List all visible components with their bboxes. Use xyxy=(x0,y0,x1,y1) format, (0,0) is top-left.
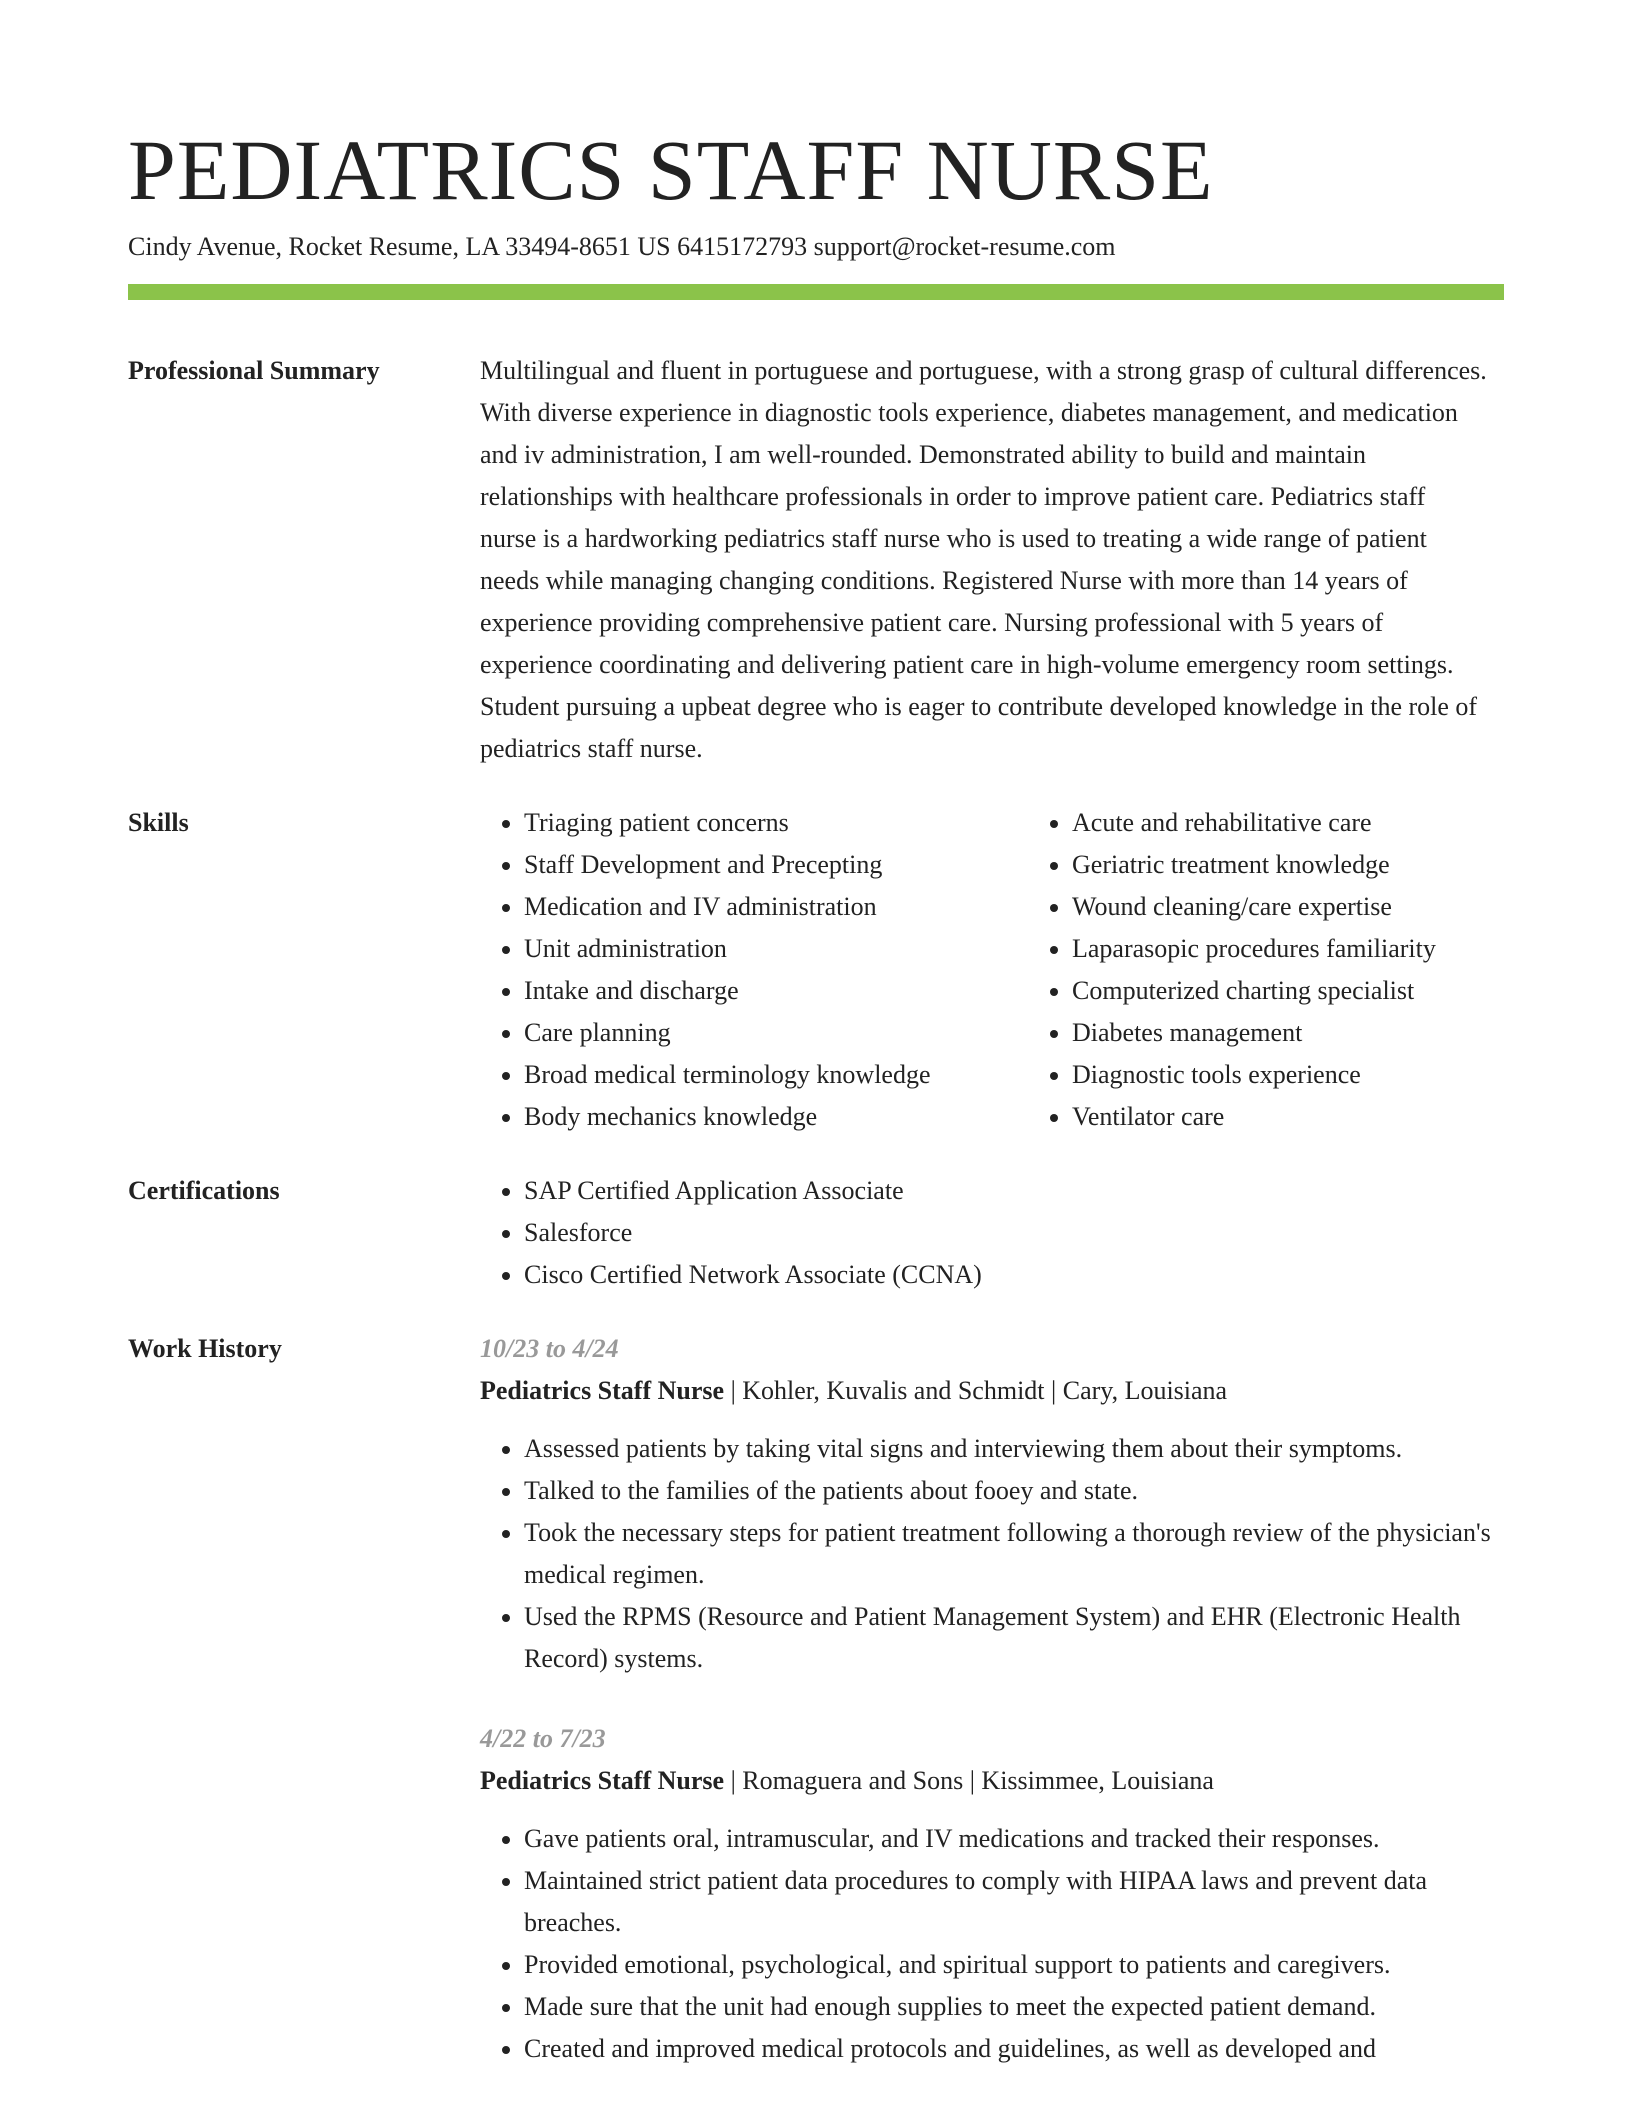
job-bullet: • Provided emotional, psychological, and spiritual support to patients and caregivers. xyxy=(524,1944,1504,1986)
job-entry xyxy=(480,1328,1504,1680)
skill-item: • Broad medical terminology knowledge xyxy=(524,1054,1028,1096)
job-bullet: • Used the RPMS (Resource and Patient Management System) and EHR (Electronic Health Record) systems. xyxy=(524,1596,1504,1680)
skill-item: • Diagnostic tools experience xyxy=(1072,1054,1436,1096)
skill-item: • Diabetes management xyxy=(1072,1012,1436,1054)
skill-item: • Geriatric treatment knowledge xyxy=(1072,844,1436,886)
skill-item: • Triaging patient concerns xyxy=(524,802,1028,844)
certifications-list xyxy=(480,1170,1504,1296)
skill-item: • Laparasopic procedures familiarity xyxy=(1072,928,1436,970)
job-bullet: • Took the necessary steps for patient treatment following a thorough review of the physician's medical regimen. xyxy=(524,1512,1504,1596)
skill-item: • Acute and rehabilitative care xyxy=(1072,802,1436,844)
section-work-history xyxy=(128,1296,1504,2070)
contact-email: support@rocket-resume.com xyxy=(813,232,1116,261)
job-dates: 4/22 to 7/23 xyxy=(480,1724,606,1753)
certification-item: • Cisco Certified Network Associate (CCNA) xyxy=(524,1254,1504,1296)
skills-list-right xyxy=(1028,802,1436,1138)
section-professional-summary xyxy=(128,300,1504,770)
skill-item: • Intake and discharge xyxy=(524,970,1028,1012)
job-bullet-list xyxy=(480,1818,1504,2070)
job-bullet: • Talked to the families of the patients about fooey and state. xyxy=(524,1470,1504,1512)
certification-item: • SAP Certified Application Associate xyxy=(524,1170,1504,1212)
job-title: Pediatrics Staff Nurse xyxy=(480,1766,725,1795)
skill-item: • Wound cleaning/care expertise xyxy=(1072,886,1436,928)
skills-columns xyxy=(480,802,1504,1138)
section-label-work-history: Work History xyxy=(128,1334,282,1363)
job-bullet: • Assessed patients by taking vital signs and interviewing them about their symptoms. xyxy=(524,1428,1504,1470)
section-label-certifications: Certifications xyxy=(128,1176,280,1205)
job-heading xyxy=(480,1370,1504,1412)
contact-phone: 6415172793 xyxy=(677,232,814,261)
certification-item: • Salesforce xyxy=(524,1212,1504,1254)
skill-item: • Care planning xyxy=(524,1012,1028,1054)
skills-list-left xyxy=(480,802,1028,1138)
contact-line xyxy=(128,230,1504,264)
section-label-skills: Skills xyxy=(128,808,189,837)
job-title: Pediatrics Staff Nurse xyxy=(480,1376,725,1405)
contact-address: Cindy Avenue, Rocket Resume, LA 33494-8651 US xyxy=(128,232,678,261)
section-skills xyxy=(128,770,1504,1138)
summary-text: Multilingual and fluent in portuguese and portuguese, with a strong grasp of cultural differences. With diverse experience in diagnostic tools experience, diabetes management, and medication and iv administration, I am well-rounded. Demonstrated ability to build and maintain relationships with healthcare professionals in order to improve patient care. Pediatrics staff nurse is a hardworking pediatrics staff nurse who is used to treating a wide range of patient needs while managing changing conditions. Registered Nurse with more than 14 years of experience providing comprehensive patient care. Nursing professional with 5 years of experience coordinating and delivering patient care in high-volume emergency room settings. Student pursuing a upbeat degree who is eager to contribute developed knowledge in the role of pediatrics staff nurse. xyxy=(480,356,1487,763)
resume-page xyxy=(128,120,1504,2070)
section-label-summary: Professional Summary xyxy=(128,356,380,385)
skill-item: • Body mechanics knowledge xyxy=(524,1096,1028,1138)
accent-divider xyxy=(128,284,1504,300)
job-employer-location: | Romaguera and Sons | Kissimmee, Louisiana xyxy=(724,1766,1214,1795)
job-bullet-list xyxy=(480,1428,1504,1680)
job-bullet: • Made sure that the unit had enough supplies to meet the expected patient demand. xyxy=(524,1986,1504,2028)
skill-item: • Computerized charting specialist xyxy=(1072,970,1436,1012)
section-certifications xyxy=(128,1138,1504,1296)
job-bullet: • Maintained strict patient data procedures to comply with HIPAA laws and prevent data breaches. xyxy=(524,1860,1504,1944)
job-bullet: • Created and improved medical protocols and guidelines, as well as developed and xyxy=(524,2028,1504,2070)
job-bullet: • Gave patients oral, intramuscular, and IV medications and tracked their responses. xyxy=(524,1818,1504,1860)
job-heading xyxy=(480,1760,1504,1802)
job-dates: 10/23 to 4/24 xyxy=(480,1334,619,1363)
skill-item: • Ventilator care xyxy=(1072,1096,1436,1138)
skill-item: • Unit administration xyxy=(524,928,1028,970)
skill-item: • Medication and IV administration xyxy=(524,886,1028,928)
job-entry xyxy=(480,1718,1504,2070)
skill-item: • Staff Development and Precepting xyxy=(524,844,1028,886)
resume-title: PEDIATRICS STAFF NURSE xyxy=(128,122,1214,218)
job-employer-location: | Kohler, Kuvalis and Schmidt | Cary, Louisiana xyxy=(724,1376,1228,1405)
